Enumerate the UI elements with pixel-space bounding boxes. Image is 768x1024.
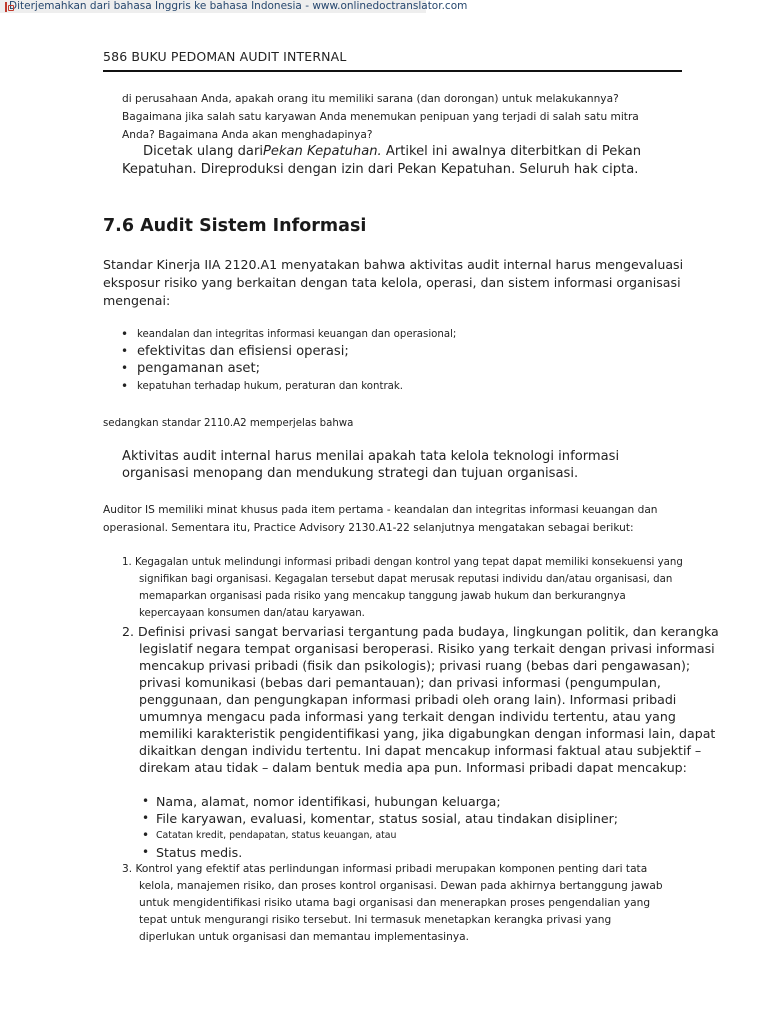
- auditor-paragraph-line-1: Auditor IS memiliki minat khusus pada item pertama - keandalan dan integritas informasi keuangan dan: [103, 504, 658, 516]
- sub-bullet-item-3: Catatan kredit, pendapatan, status keuangan, atau: [156, 830, 397, 841]
- list-item-3-line-3: untuk mengidentifikasi risiko utama bagi organisasi dan menerapkan proses pengendalian yang: [139, 897, 651, 909]
- bullet-icon: •: [142, 828, 150, 842]
- intro-line-2: Bagaimana jika salah satu karyawan Anda menemukan penipuan yang terjadi di salah satu mitra: [122, 111, 639, 123]
- bullet-item-4: kepatuhan terhadap hukum, peraturan dan kontrak.: [137, 381, 404, 392]
- list-item-3-line-1: 3. Kontrol yang efektif atas perlindungan informasi pribadi merupakan komponen penting dari tata: [122, 863, 648, 875]
- list-item-1-line-3: memaparkan organisasi pada risiko yang mencakup tanggung jawab hukum dan berkurangnya: [139, 591, 626, 602]
- reprint-source-title: Pekan Kepatuhan.: [262, 144, 382, 159]
- sub-bullet-item-4: Status medis.: [156, 845, 243, 860]
- list-item-1-line-4: kepercayaan konsumen dan/atau karyawan.: [139, 608, 365, 619]
- bullet-item-2: efektivitas dan efisiensi operasi;: [137, 344, 349, 359]
- standard-paragraph-line-3: mengenai:: [103, 293, 171, 308]
- list-item-2-line-4: privasi komunikasi (bebas dari pemantauan); dan privasi informasi (pengumpulan,: [139, 675, 661, 690]
- list-item-3-line-4: tepat untuk mengurangi risiko tersebut. Ini termasuk menetapkan kerangka privasi yang: [139, 914, 612, 926]
- standard-intro-text: sedangkan standar 2110.A2 memperjelas bahwa: [103, 418, 354, 429]
- list-item-1-line-2: signifikan bagi organisasi. Kegagalan tersebut dapat merusak reputasi individu dan/atau organisasi, dan: [139, 574, 673, 585]
- bullet-icon: •: [142, 845, 150, 859]
- bullet-icon: •: [121, 361, 129, 375]
- list-item-2-line-9: direkam atau tidak – dalam bentuk media apa pun. Informasi pribadi dapat mencakup:: [139, 760, 687, 775]
- bullet-icon: •: [121, 379, 129, 393]
- sub-bullet-item-2: File karyawan, evaluasi, komentar, status sosial, atau tindakan disipliner;: [156, 811, 618, 826]
- standard-paragraph-line-2: eksposur risiko yang berkaitan dengan tata kelola, operasi, dan sistem informasi organisasi: [103, 275, 681, 290]
- bullet-item-1: keandalan dan integritas informasi keuangan dan operasional;: [137, 329, 457, 340]
- bullet-icon: •: [142, 794, 150, 808]
- translator-logo-icon: [5, 2, 7, 12]
- intro-line-1: di perusahaan Anda, apakah orang itu memiliki sarana (dan dorongan) untuk melakukannya?: [122, 93, 619, 105]
- intro-line-3: Anda? Bagaimana Anda akan menghadapinya?: [122, 129, 373, 141]
- list-item-2-line-7: memiliki karakteristik pengidentifikasi yang, jika digabungkan dengan informasi lain, dapat: [139, 726, 716, 741]
- standard-quote-line-2: organisasi menopang dan mendukung strategi dan tujuan organisasi.: [122, 466, 579, 481]
- list-item-2-line-6: umumnya mengacu pada informasi yang terkait dengan individu tertentu, atau yang: [139, 709, 676, 724]
- translator-banner[interactable]: [0, 0, 468, 13]
- translator-banner-text[interactable]: Diterjemahkan dari bahasa Inggris ke bahasa Indonesia - www.onlinedoctranslator.com: [9, 0, 468, 12]
- reprint-rest: Artikel ini awalnya diterbitkan di Pekan: [381, 144, 642, 159]
- list-item-2-line-2: legislatif negara tempat organisasi beroperasi. Risiko yang terkait dengan privasi informasi: [139, 641, 715, 656]
- bullet-icon: •: [142, 811, 150, 825]
- sub-bullet-item-1: Nama, alamat, nomor identifikasi, hubungan keluarga;: [156, 794, 501, 809]
- standard-quote-line-1: Aktivitas audit internal harus menilai apakah tata kelola teknologi informasi: [122, 449, 620, 464]
- list-item-2-line-1: 2. Definisi privasi sangat bervariasi tergantung pada budaya, lingkungan politik, dan kerangka: [122, 624, 719, 639]
- bullet-item-3: pengamanan aset;: [137, 361, 261, 376]
- section-heading: 7.6 Audit Sistem Informasi: [103, 216, 367, 236]
- reprint-note-line-1: [143, 144, 641, 159]
- list-item-2-line-8: dikaitkan dengan individu tertentu. Ini dapat mencakup informasi faktual atau subjektif –: [139, 743, 702, 758]
- list-item-1-line-1: 1. Kegagalan untuk melindungi informasi pribadi dengan kontrol yang tepat dapat memiliki konsekuensi yang: [122, 557, 683, 568]
- header-divider: [103, 70, 682, 72]
- bullet-icon: •: [121, 327, 129, 341]
- standard-paragraph-line-1: Standar Kinerja IIA 2120.A1 menyatakan bahwa aktivitas audit internal harus mengevaluasi: [103, 257, 684, 272]
- list-item-3-line-2: kelola, manajemen risiko, dan proses kontrol organisasi. Dewan pada akhirnya bertanggung jawab: [139, 880, 663, 892]
- reprint-note-line-2: Kepatuhan. Direproduksi dengan izin dari Pekan Kepatuhan. Seluruh hak cipta.: [122, 162, 639, 177]
- list-item-2-line-5: penggunaan, dan pengungkapan informasi pribadi oleh orang lain). Informasi pribadi: [139, 692, 677, 707]
- list-item-2-line-3: mencakup privasi pribadi (fisik dan psikologis); privasi ruang (bebas dari pengawasan);: [139, 658, 691, 673]
- reprint-prefix: Dicetak ulang dari: [143, 144, 263, 159]
- bullet-icon: •: [121, 344, 129, 358]
- page-header-title: 586 BUKU PEDOMAN AUDIT INTERNAL: [103, 49, 347, 64]
- list-item-3-line-5: diperlukan untuk organisasi dan memantau implementasinya.: [139, 931, 469, 943]
- auditor-paragraph-line-2: operasional. Sementara itu, Practice Advisory 2130.A1-22 selanjutnya mengatakan sebagai berikut:: [103, 522, 634, 534]
